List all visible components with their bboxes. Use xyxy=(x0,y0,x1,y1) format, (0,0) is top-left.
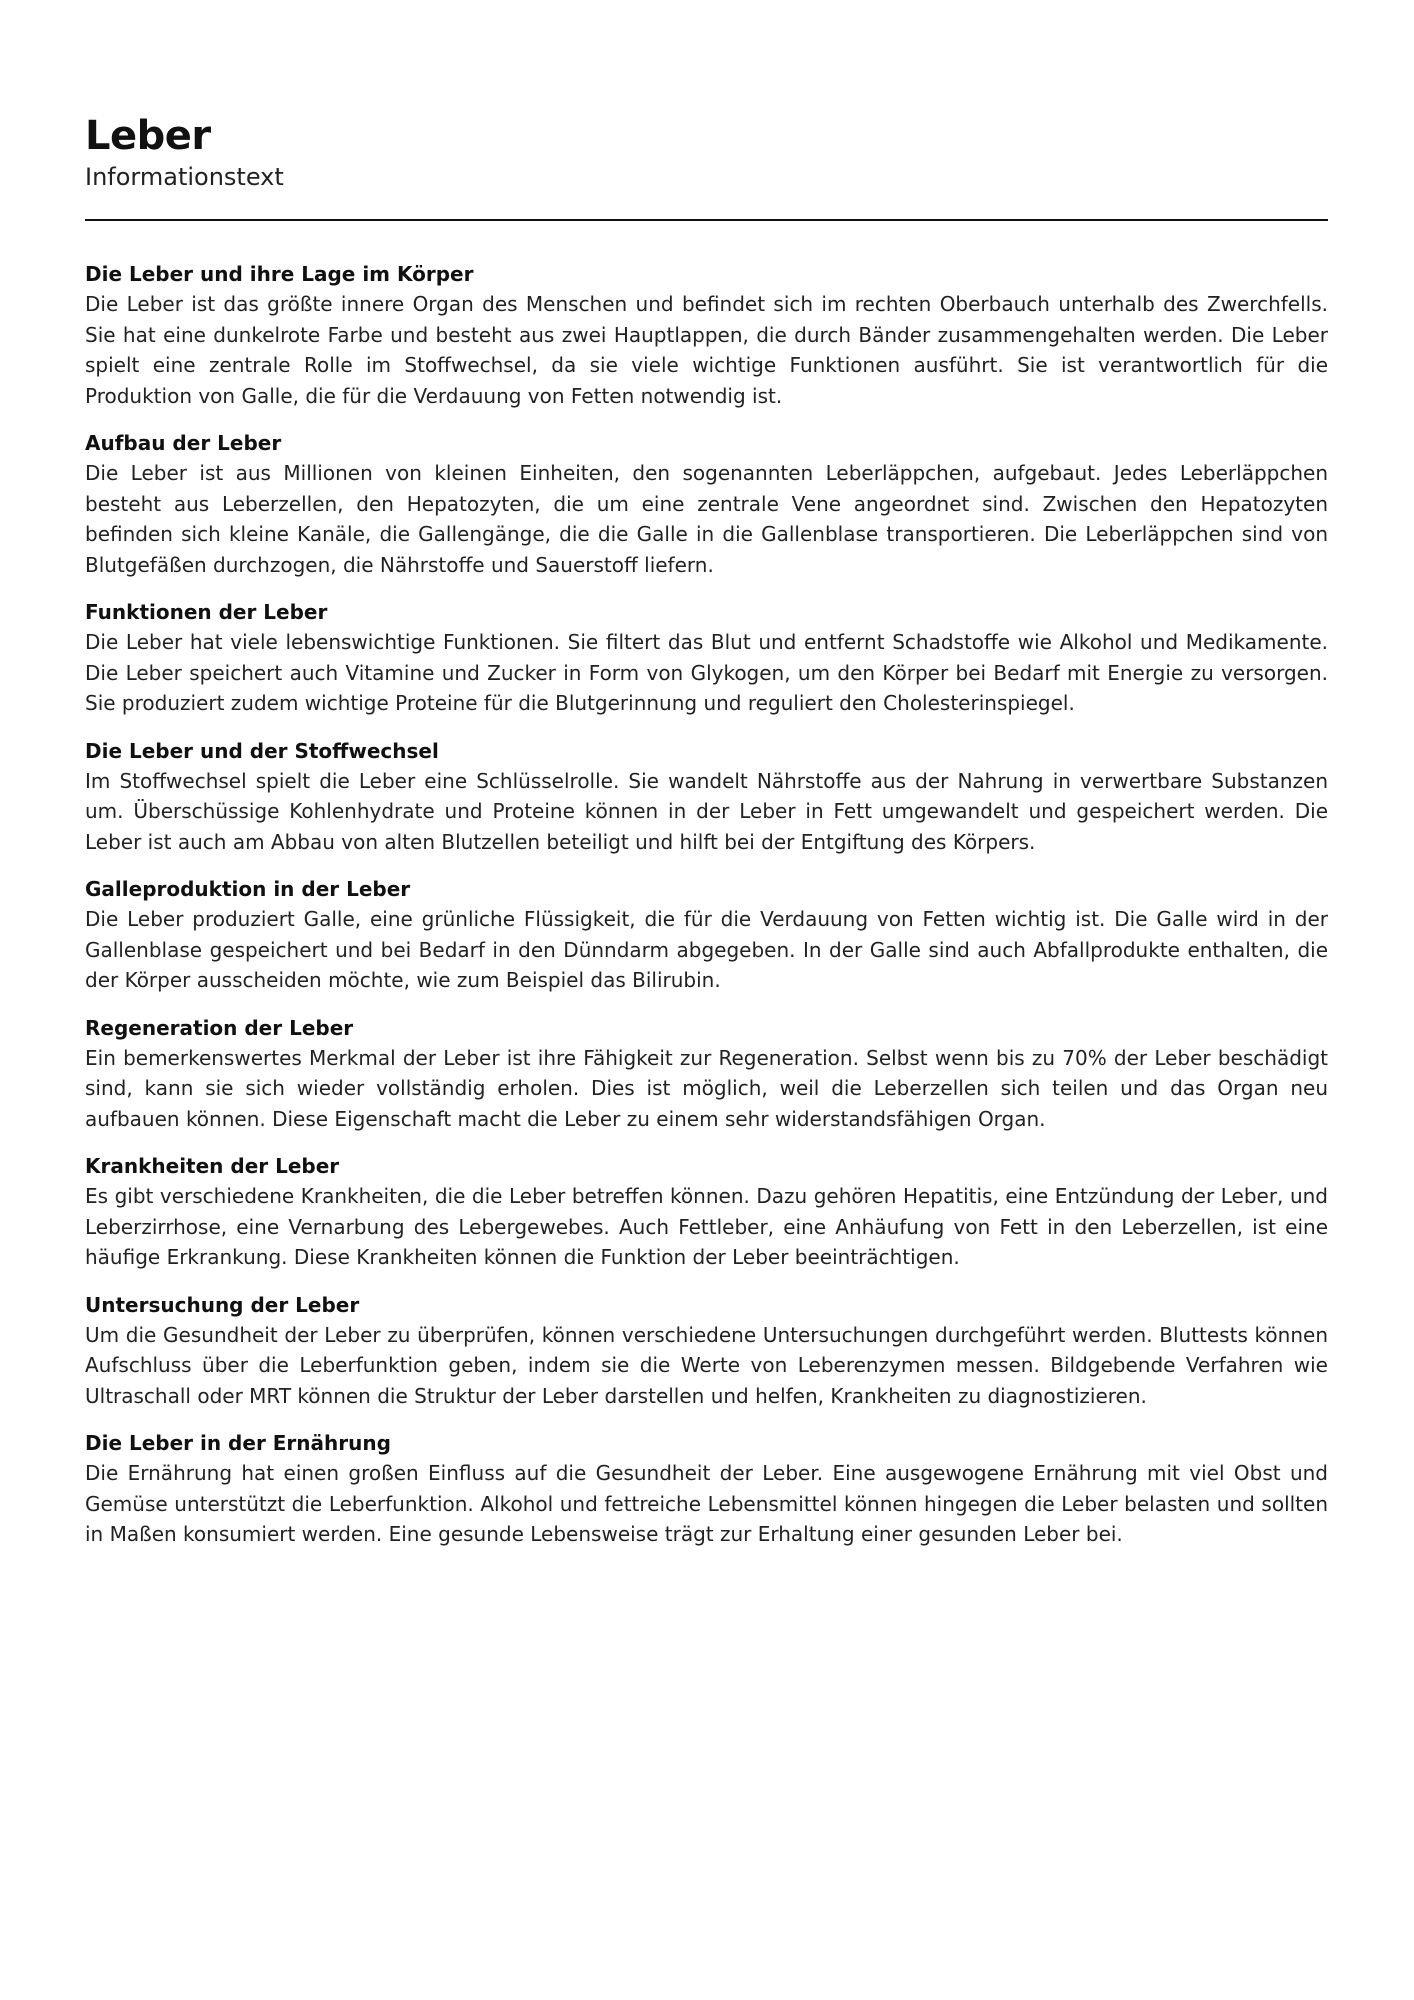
section-krankheiten xyxy=(85,1151,1328,1273)
document-title: Leber xyxy=(85,113,211,159)
section-heading: Die Leber und ihre Lage im Körper xyxy=(85,262,474,286)
section-paragraph: Ein bemerkenswertes Merkmal der Leber ist ihre Fähigkeit zur Regeneration. Selbst wenn bis zu 70% der Leber beschädigt sind, kann sie sich wieder vollständig erholen. Dies ist möglich, weil die Leberzellen sich teilen und das Organ neu aufbauen können. Diese Eigenschaft macht die Leber zu einem sehr widerstandsfähigen Organ. xyxy=(85,1045,1328,1131)
section-paragraph: Im Stoffwechsel spielt die Leber eine Schlüsselrolle. Sie wandelt Nährstoffe aus der Nahrung in verwertbare Substanzen um. Überschüssige Kohlenhydrate und Proteine können in der Leber in Fett umgewandelt und gespeichert werden. Die Leber ist auch am Abbau von alten Blutzellen beteiligt und hilft bei der Entgiftung des Körpers. xyxy=(85,768,1328,854)
document-body xyxy=(85,259,1328,1550)
document-subtitle: Informationstext xyxy=(85,163,284,191)
section-paragraph: Die Ernährung hat einen großen Einfluss auf die Gesundheit der Leber. Eine ausgewogene Ernährung mit viel Obst und Gemüse unterstützt die Leberfunktion. Alkohol und fettreiche Lebensmittel können hingegen die Leber belasten und sollten in Maßen konsumiert werden. Eine gesunde Lebensweise trägt zur Erhaltung einer gesunden Leber bei. xyxy=(85,1461,1328,1546)
section-regeneration xyxy=(85,1013,1328,1135)
section-paragraph: Die Leber ist das größte innere Organ des Menschen und befindet sich im rechten Oberbauch unterhalb des Zwerchfells. Sie hat eine dunkelrote Farbe und besteht aus zwei Hauptlappen, die durch Bänder zusammengehalten werden. Die Leber spielt eine zentrale Rolle im Stoffwechsel, da sie viele wichtige Funktionen ausführt. Sie ist verantwortlich für die Produktion von Galle, die für die Verdauung von Fetten notwendig ist. xyxy=(85,292,1328,408)
document-header xyxy=(85,0,1328,221)
section-heading: Die Leber und der Stoffwechsel xyxy=(85,738,439,763)
section-heading: Untersuchung der Leber xyxy=(85,1292,360,1317)
section-lage xyxy=(85,259,1328,411)
section-heading: Die Leber in der Ernährung xyxy=(85,1431,391,1455)
section-heading: Regeneration der Leber xyxy=(85,1015,354,1040)
section-aufbau xyxy=(85,428,1328,580)
section-heading: Funktionen der Leber xyxy=(85,600,328,624)
section-paragraph: Um die Gesundheit der Leber zu überprüfen, können verschiedene Untersuchungen durchgeführt werden. Bluttests können Aufschluss über die Leberfunktion geben, indem sie die Werte von Leberenzymen messen. Bildgebende Verfahren wie Ultraschall oder MRT können die Struktur der Leber darstellen und helfen, Krankheiten zu diagnostizieren. xyxy=(85,1322,1328,1408)
section-heading: Aufbau der Leber xyxy=(85,431,282,455)
document-page xyxy=(85,0,1328,2000)
section-paragraph: Die Leber produziert Galle, eine grünliche Flüssigkeit, die für die Verdauung von Fetten wichtig ist. Die Galle wird in der Gallenblase gespeichert und bei Bedarf in den Dünndarm abgegeben. In der Galle sind auch Abfallprodukte enthalten, die der Körper ausscheiden möchte, wie zum Beispiel das Bilirubin. xyxy=(85,907,1328,992)
section-heading: Krankheiten der Leber xyxy=(85,1154,340,1178)
section-untersuchung xyxy=(85,1290,1328,1412)
section-galleproduktion xyxy=(85,874,1328,996)
section-paragraph: Die Leber ist aus Millionen von kleinen Einheiten, den sogenannten Leberläppchen, aufgebaut. Jedes Leberläppchen besteht aus Leberzellen, den Hepatozyten, die um eine zentrale Vene angeordnet sind. Zwischen den Hepatozyten befinden sich kleine Kanäle, die Gallengänge, die die Galle in die Gallenblase transportieren. Die Leberläppchen sind von Blutgefäßen durchzogen, die Nährstoffe und Sauerstoff liefern. xyxy=(85,461,1328,577)
section-paragraph: Die Leber hat viele lebenswichtige Funktionen. Sie filtert das Blut und entfernt Schadstoffe wie Alkohol und Medikamente. Die Leber speichert auch Vitamine und Zucker in Form von Glykogen, um den Körper bei Bedarf mit Energie zu versorgen. Sie produziert zudem wichtige Proteine für die Blutgerinnung und reguliert den Cholesterinspiegel. xyxy=(85,630,1328,715)
header-divider xyxy=(85,219,1328,221)
section-heading: Galleproduktion in der Leber xyxy=(85,877,411,901)
section-paragraph: Es gibt verschiedene Krankheiten, die die Leber betreffen können. Dazu gehören Hepatitis, eine Entzündung der Leber, und Leberzirrhose, eine Vernarbung des Lebergewebes. Auch Fettleber, eine Anhäufung von Fett in den Leberzellen, ist eine häufige Erkrankung. Diese Krankheiten können die Funktion der Leber beeinträchtigen. xyxy=(85,1184,1328,1269)
section-funktionen xyxy=(85,597,1328,719)
section-ernaehrung xyxy=(85,1428,1328,1550)
section-stoffwechsel xyxy=(85,736,1328,858)
